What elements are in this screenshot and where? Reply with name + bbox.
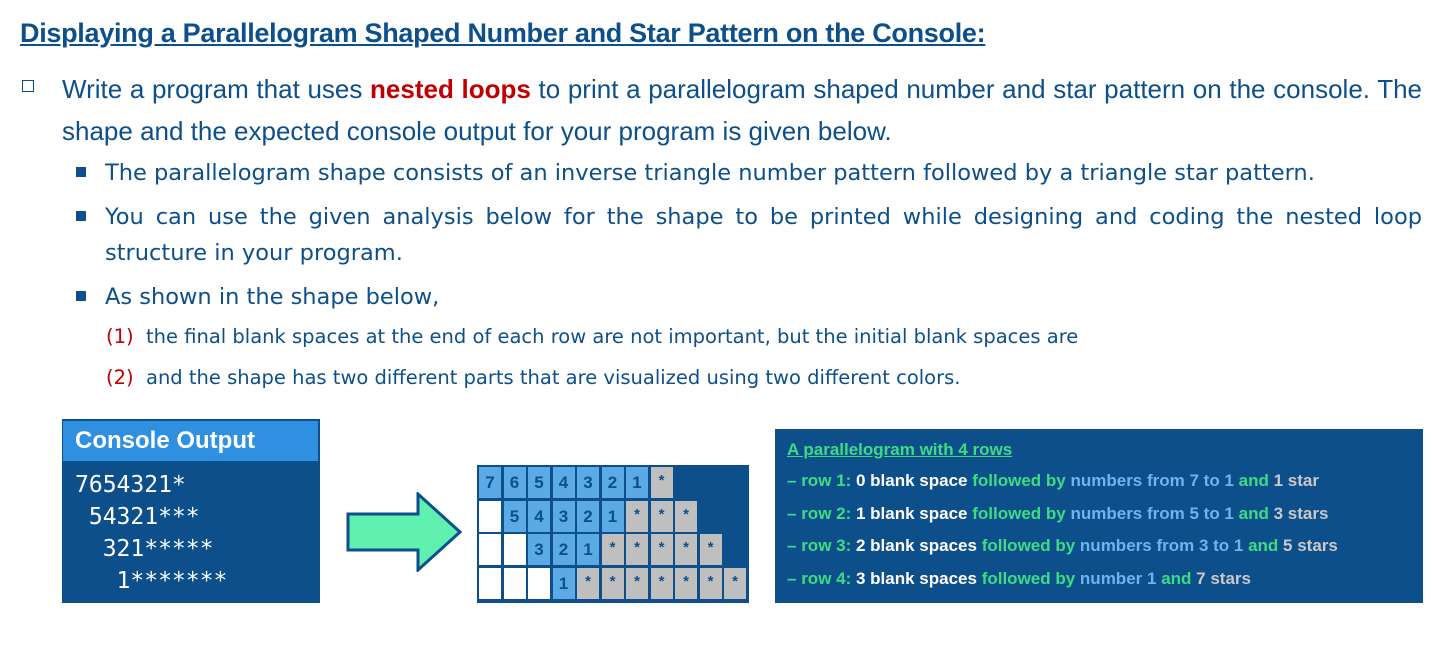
square-bullet-icon (76, 291, 86, 301)
blank-cell (503, 533, 527, 566)
row-numbers: numbers from 5 to 1 (1070, 503, 1234, 523)
blank-cell (478, 567, 502, 600)
number-cell: 1 (576, 533, 600, 566)
number-cell: 4 (527, 500, 551, 533)
note-1 (106, 324, 1078, 350)
star-cell: * (601, 567, 625, 600)
number-cell: 2 (552, 533, 576, 566)
dash: – (787, 471, 802, 490)
number-cell: 2 (601, 466, 625, 499)
row-numbers: number 1 (1079, 568, 1157, 588)
console-line: 54321*** (75, 504, 200, 530)
number-cell: 2 (576, 500, 600, 533)
blank-cell (527, 567, 551, 600)
row-stars: 3 stars (1273, 503, 1329, 523)
star-cell: * (625, 533, 649, 566)
row-stars: 7 stars (1196, 568, 1251, 588)
star-cell: * (601, 533, 625, 566)
number-cell: 4 (552, 466, 576, 499)
intro-after: to print a parallelogram shaped number and star pattern on the console. The shape and the expected console output for your program is given below. (62, 74, 1422, 146)
analysis-row (787, 530, 1423, 563)
row-followed: followed by (972, 471, 1066, 490)
sub-bullet-2 (76, 199, 1422, 271)
note-number: (2) (106, 366, 134, 389)
row-label: row 1: (801, 471, 852, 490)
row-followed: followed by (981, 536, 1076, 555)
row-blanks: 2 blank spaces (855, 536, 977, 555)
analysis-box (775, 429, 1423, 603)
sub-bullet-text: You can use the given analysis below for the shape to be printed while designing and coding the nested loop structure in your program. (105, 204, 1422, 266)
main-bullet (22, 68, 1422, 152)
row-label: row 4: (801, 568, 852, 588)
row-stars: 1 star (1273, 471, 1319, 490)
sub-bullet-1 (76, 155, 1422, 191)
star-cell: * (625, 567, 649, 600)
star-cell: * (699, 567, 723, 600)
sub-bullet-text: The parallelogram shape consists of an inverse triangle number pattern followed by a triangle star pattern. (105, 160, 1315, 186)
right-arrow-icon (346, 492, 464, 572)
sub-bullet-3 (76, 279, 1422, 315)
blank-cell (478, 533, 502, 566)
star-cell: * (650, 500, 674, 533)
pattern-grid (477, 465, 749, 603)
number-cell: 7 (478, 466, 502, 499)
number-cell: 3 (527, 533, 551, 566)
row-followed: followed by (972, 503, 1066, 523)
note-number: (1) (106, 325, 134, 348)
row-numbers: numbers from 7 to 1 (1070, 471, 1234, 490)
star-cell: * (650, 466, 674, 499)
analysis-title: A parallelogram with 4 rows (787, 440, 1013, 459)
number-cell: 5 (503, 500, 527, 533)
note-text: and the shape has two different parts that are visualized using two different colors. (146, 366, 961, 389)
note-2 (106, 365, 960, 391)
dash: – (787, 503, 802, 523)
console-output-box (62, 419, 320, 603)
analysis-row (787, 563, 1423, 596)
analysis-row (787, 465, 1423, 498)
number-cell: 6 (503, 466, 527, 499)
number-cell: 1 (552, 567, 576, 600)
intro-text (62, 68, 1422, 152)
analysis-row (787, 498, 1423, 531)
square-bullet-icon (76, 211, 86, 221)
row-and: and (1238, 471, 1269, 490)
intro-highlight: nested loops (370, 74, 531, 104)
star-cell: * (674, 500, 698, 533)
number-cell: 5 (527, 466, 551, 499)
number-cell: 3 (552, 500, 576, 533)
row-stars: 5 stars (1283, 536, 1338, 555)
row-and: and (1248, 536, 1279, 555)
row-blanks: 3 blank spaces (855, 568, 977, 588)
star-cell: * (650, 567, 674, 600)
square-bullet-icon (76, 167, 86, 177)
blank-cell (503, 567, 527, 600)
number-cell: 1 (601, 500, 625, 533)
row-label: row 3: (801, 536, 852, 555)
page-title: Displaying a Parallelogram Shaped Number and Star Pattern on the Console: (20, 18, 986, 48)
blank-cell (478, 500, 502, 533)
star-cell: * (674, 567, 698, 600)
intro-before: Write a program that uses (62, 74, 371, 104)
dash: – (787, 568, 802, 588)
row-and: and (1161, 568, 1192, 588)
star-cell: * (576, 567, 600, 600)
star-cell: * (625, 500, 649, 533)
console-line: 1******* (75, 568, 228, 594)
row-followed: followed by (981, 568, 1076, 588)
dash: – (787, 536, 802, 555)
star-cell: * (723, 567, 747, 600)
row-blanks: 0 blank space (855, 471, 968, 490)
sub-bullet-text: As shown in the shape below, (105, 284, 440, 310)
row-blanks: 1 blank space (855, 503, 968, 523)
star-cell: * (674, 533, 698, 566)
console-line: 321***** (75, 536, 214, 562)
row-numbers: numbers from 3 to 1 (1079, 536, 1244, 555)
row-and: and (1238, 503, 1269, 523)
hollow-square-bullet-icon (22, 80, 34, 92)
number-cell: 3 (576, 466, 600, 499)
console-header: Console Output (63, 421, 318, 461)
number-cell: 1 (625, 466, 649, 499)
star-cell: * (699, 533, 723, 566)
note-text: the final blank spaces at the end of each row are not important, but the initial blank spaces are (146, 325, 1079, 348)
console-line: 7654321* (75, 472, 186, 498)
row-label: row 2: (801, 503, 852, 523)
star-cell: * (650, 533, 674, 566)
